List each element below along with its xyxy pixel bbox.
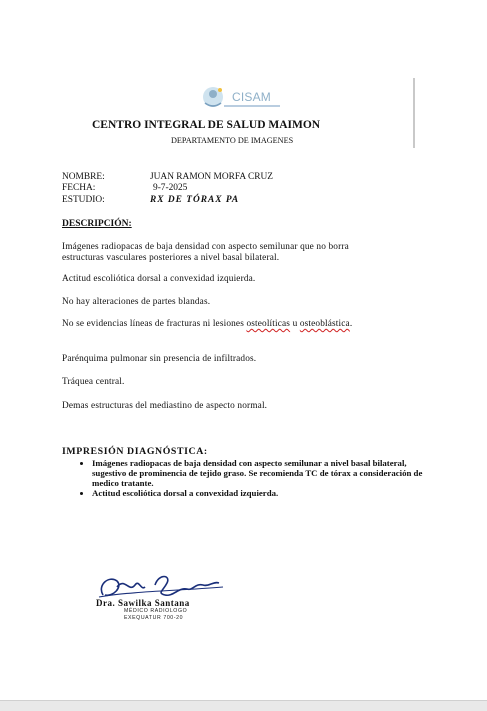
logo-text: CISAM	[232, 90, 272, 104]
impression-item: • Imágenes radiopacas de baja densidad con aspecto semilunar a nivel basal bilateral, sugestivo de prominencia de tejido graso. Se recomienda TC de tórax a consideración de medico tratante.	[92, 458, 437, 488]
p4-text-e: .	[349, 319, 353, 329]
description-paragraph-7: Demas estructuras del mediastino de aspecto normal.	[62, 401, 268, 411]
margin-rule	[413, 78, 415, 148]
p4-text-a: No se evidencias líneas de fracturas ni lesiones	[62, 319, 247, 329]
p4-text-c: u	[290, 319, 300, 329]
signature-exequatur: EXEQUATUR 700-20	[124, 615, 184, 621]
description-paragraph-2: Actitud escoliótica dorsal a convexidad izquierda.	[62, 274, 256, 284]
study-label: ESTUDIO:	[62, 195, 105, 205]
description-paragraph-4	[62, 319, 380, 330]
patient-name: JUAN RAMON MORFA CRUZ	[150, 172, 274, 182]
logo-tagline-bar	[224, 105, 280, 107]
impression-list	[78, 458, 437, 498]
date-label: FECHA:	[62, 183, 96, 193]
organization-name: CENTRO INTEGRAL DE SALUD MAIMON	[92, 119, 321, 131]
signature-role: MÉDICO RADIOLOGO	[124, 608, 188, 614]
department-name: DEPARTAMENTO DE IMAGENES	[171, 136, 294, 145]
study-date: 9-7-2025	[153, 183, 188, 193]
study-type: RX DE TÓRAX PA	[150, 195, 240, 205]
description-title: DESCRIPCIÓN:	[62, 219, 132, 229]
description-paragraph-5: Parénquima pulmonar sin presencia de infiltrados.	[62, 354, 257, 364]
description-paragraph-6: Tráquea central.	[62, 377, 125, 387]
impression-title: IMPRESIÓN DIAGNÓSTICA:	[62, 446, 208, 457]
page-bottom-edge	[0, 700, 487, 711]
impression-item: • Actitud escoliótica dorsal a convexidad izquierda.	[92, 488, 437, 498]
name-label: NOMBRE:	[62, 172, 105, 182]
p4-spellcheck-word-1: osteolíticas	[246, 319, 291, 329]
signature-name: Dra. Sawilka Santana	[96, 598, 190, 608]
description-paragraph-3: No hay alteraciones de partes blandas.	[62, 297, 211, 307]
description-paragraph-1: Imágenes radiopacas de baja densidad con aspecto semilunar que no borra estructuras vasculares posteriores a nivel basal bilateral.	[62, 242, 349, 263]
p4-spellcheck-word-2: osteoblástica	[299, 319, 350, 329]
